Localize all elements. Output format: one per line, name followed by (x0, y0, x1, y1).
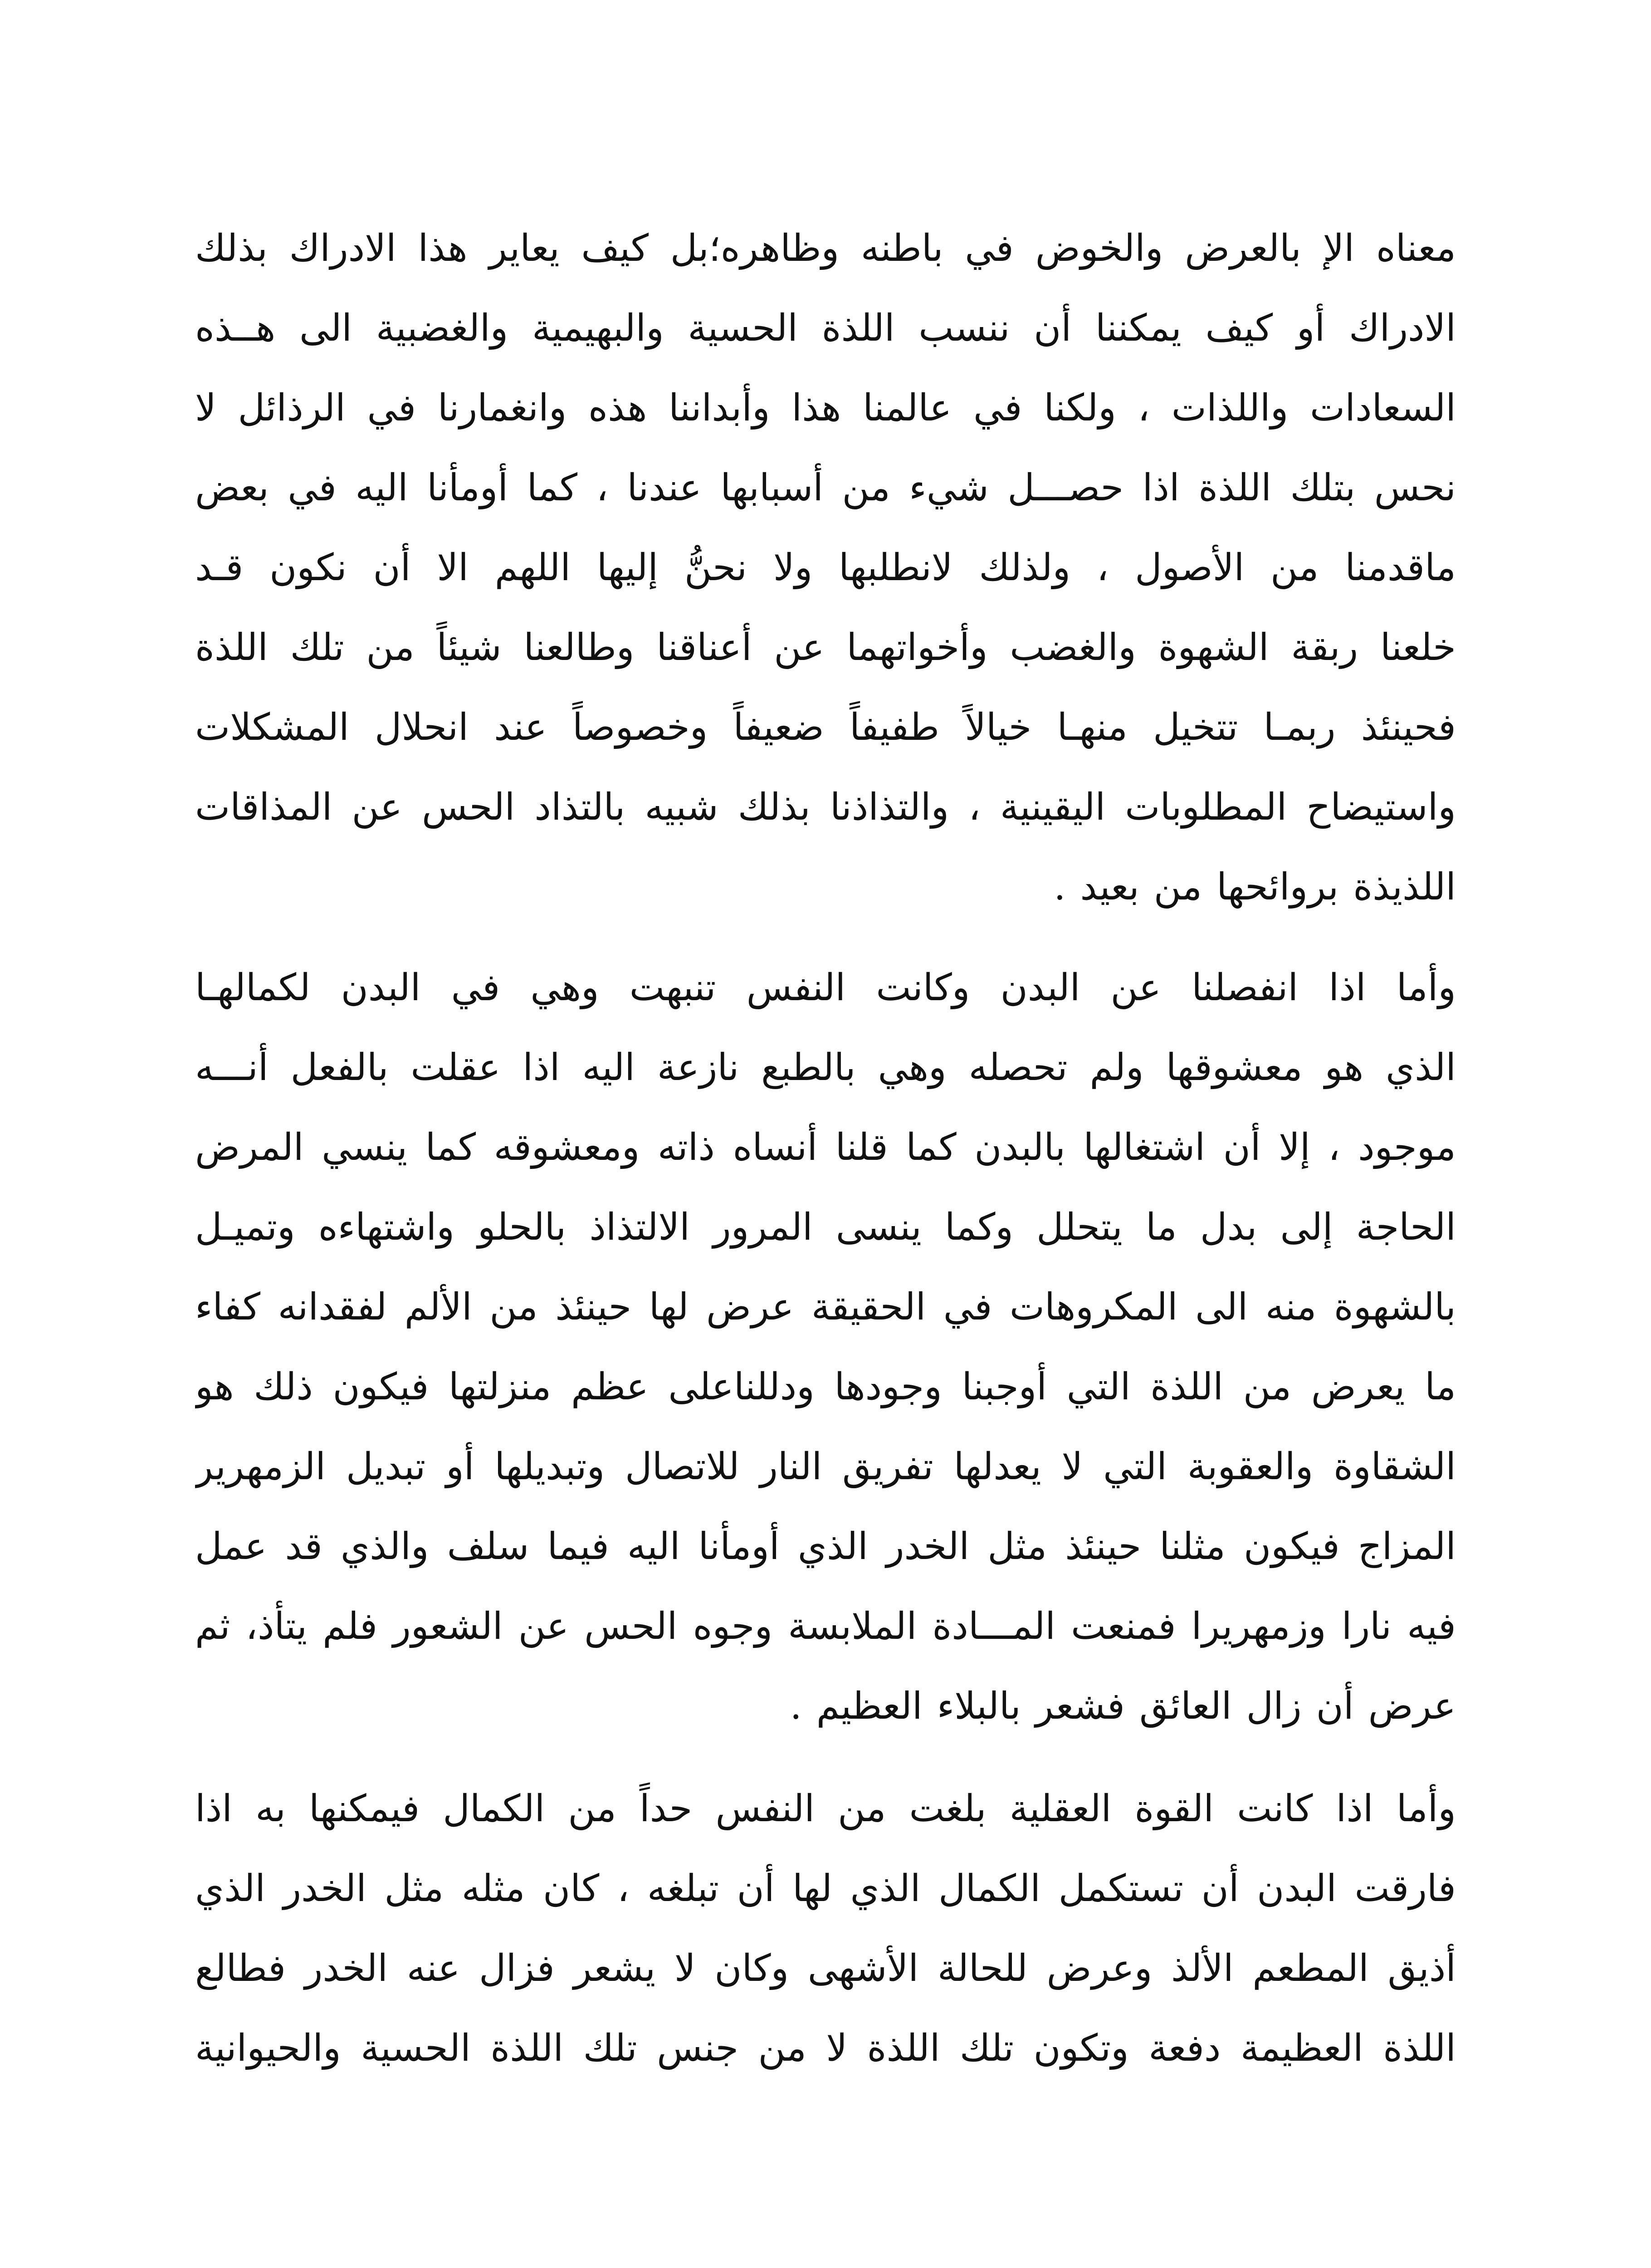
text-line: واستيضاح المطلوبات اليقينية ، والتذاذنا بذلك شبيه بالتذاد الحس عن المذاقات (195, 786, 1456, 829)
paragraph-3 (195, 1769, 1456, 2088)
text-line: فيه نارا وزمهريرا فمنعت المـــادة الملابسة وجوه الحس عن الشعور فلم يتأذ، ثم (195, 1605, 1456, 1648)
text-line: المزاج فيكون مثلنا حينئذ مثل الخدر الذي أومأنا اليه فيما سلف والذي قد عمل (195, 1525, 1456, 1568)
paragraph-1 (195, 209, 1456, 927)
text-line: الذي هو معشوقها ولم تحصله وهي بالطبع نازعة اليه اذا عقلت بالفعل أنـــه (195, 1046, 1456, 1089)
text-line: موجود ، إلا أن اشتغالها بالبدن كما قلنا أنساه ذاته ومعشوقه كما ينسي المرض (195, 1126, 1456, 1169)
text-line: عرض أن زال العائق فشعر بالبلاء العظيم . (790, 1685, 1456, 1728)
text-line: بالشهوة منه الى المكروهات في الحقيقة عرض لها حينئذ من الألم لفقدانه كفاء (195, 1286, 1456, 1329)
text-line: نحس بتلك اللذة اذا حصـــل شيء من أسبابها عندنا ، كما أومأنا اليه في بعض (195, 466, 1456, 509)
text-line: فارقت البدن أن تستكمل الكمال الذي لها أن تبلغه ، كان مثله مثل الخدر الذي (195, 1867, 1456, 1910)
text-line: وأما اذا كانت القوة العقلية بلغت من النفس حداً من الكمال فيمكنها به اذا (195, 1787, 1456, 1830)
text-line: وأما اذا انفصلنا عن البدن وكانت النفس تنبهت وهي في البدن لكمالهـا (195, 966, 1456, 1009)
text-line: معناه الإ بالعرض والخوض في باطنه وظاهره؛بل كيف يعاير هذا الادراك بذلك (195, 227, 1456, 270)
text-line: فحينئذ ربمـا تتخيل منهـا خيالاً طفيفاً ضعيفاً وخصوصاً عند انحلال المشكلات (195, 706, 1456, 749)
paragraph-2 (195, 948, 1456, 1746)
text-line: ماقدمنا من الأصول ، ولذلك لانطلبها ولا نحنُّ إليها اللهم الا أن نكون قـد (195, 546, 1456, 589)
text-line: ما يعرض من اللذة التي أوجبنا وجودها ودللناعلى عظم منزلتها فيكون ذلك هو (195, 1365, 1456, 1408)
text-line: خلعنا ربقة الشهوة والغضب وأخواتهما عن أعناقنا وطالعنا شيئاً من تلك اللذة (195, 626, 1456, 669)
text-line: الحاجة إلى بدل ما يتحلل وكما ينسى المرور الالتذاذ بالحلو واشتهاءه وتميـل (195, 1206, 1456, 1249)
text-line: اللذة العظيمة دفعة وتكون تلك اللذة لا من جنس تلك اللذة الحسية والحيوانية (195, 2027, 1456, 2070)
text-line: الشقاوة والعقوبة التي لا يعدلها تفريق النار للاتصال وتبديلها أو تبديل الزمهرير (195, 1445, 1456, 1488)
text-line: السعادات واللذات ، ولكنا في عالمنا هذا وأبداننا هذه وانغمارنا في الرذائل لا (195, 386, 1456, 430)
text-line: اللذيذة بروائحها من بعيد . (1054, 865, 1456, 909)
text-line: أذيق المطعم الألذ وعرض للحالة الأشهى وكان لا يشعر فزال عنه الخدر فطالع (195, 1947, 1456, 1990)
text-line: الادراك أو كيف يمكننا أن ننسب اللذة الحسية والبهيمية والغضبية الى هــذه (195, 307, 1456, 350)
